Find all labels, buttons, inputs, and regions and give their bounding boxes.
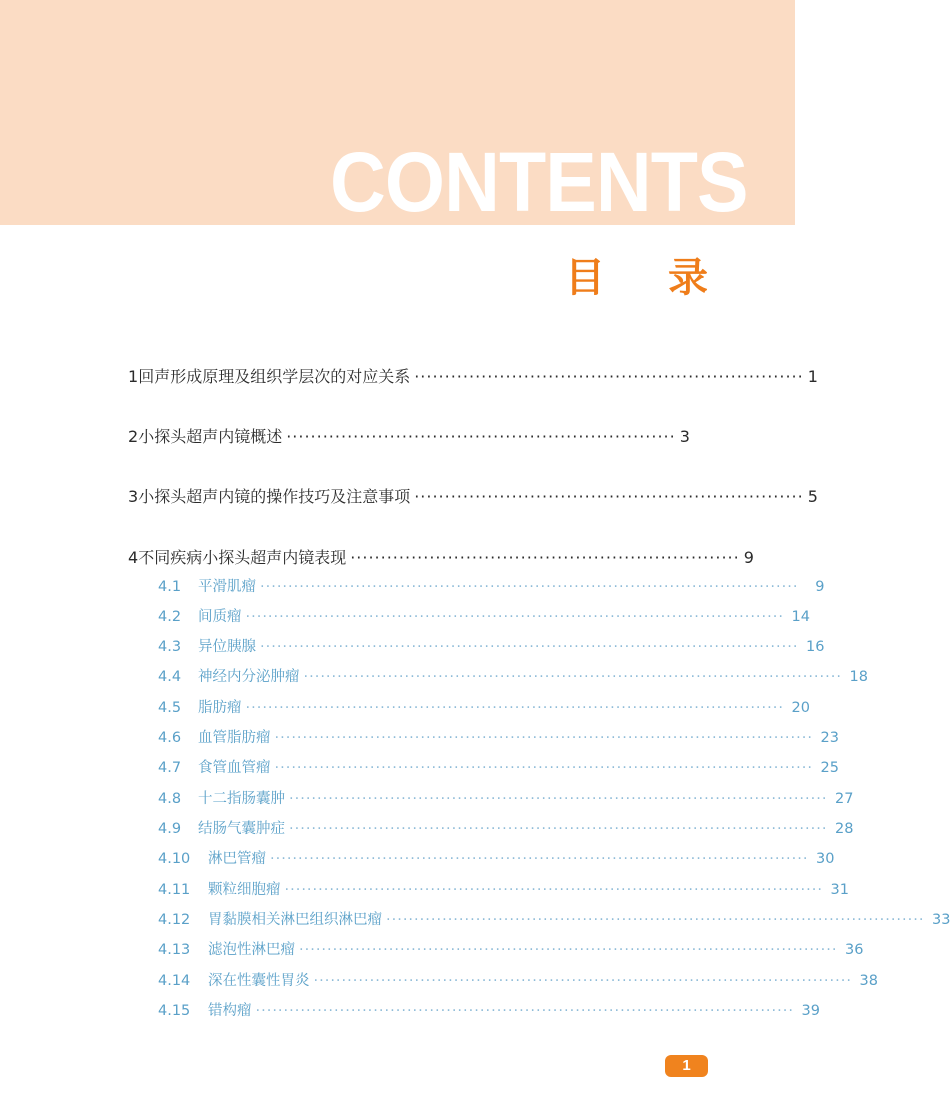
section-page: 33: [932, 912, 950, 928]
page-title-char-2: 录: [668, 254, 708, 301]
dot-leader: ································································································: [284, 882, 823, 898]
section-page: 20: [791, 700, 810, 716]
chapter-number: 2: [128, 427, 139, 446]
dot-leader: ································································································: [303, 669, 842, 685]
section-title: 食管血管瘤: [198, 760, 271, 776]
toc-section[interactable]: [158, 667, 868, 687]
section-page: 28: [835, 821, 854, 837]
section-title: 间质瘤: [198, 609, 242, 625]
toc-section[interactable]: [158, 971, 878, 991]
chapter-title: 回声形成原理及组织学层次的对应关系: [138, 367, 411, 386]
section-page: 18: [849, 669, 868, 685]
chapter-title: 小探头超声内镜概述: [138, 427, 283, 446]
chapter-number: 1: [128, 367, 139, 386]
section-number: 4.2: [158, 609, 182, 625]
chapter-page: 1: [807, 367, 818, 386]
chapter-title: 不同疾病小探头超声内镜表现: [138, 548, 347, 567]
toc-section[interactable]: [158, 758, 839, 778]
section-title: 结肠气囊肿症: [198, 821, 285, 837]
section-page: 38: [859, 973, 878, 989]
section-title: 平滑肌瘤: [198, 579, 256, 595]
dot-leader: ································································································: [299, 942, 838, 958]
section-title: 十二指肠囊肿: [198, 791, 285, 807]
section-page: 30: [816, 851, 835, 867]
section-title: 滤泡性淋巴瘤: [208, 942, 295, 958]
section-title: 血管脂肪瘤: [198, 730, 271, 746]
dot-leader: ································································: [286, 427, 676, 446]
dot-leader: ································································································: [386, 912, 925, 928]
section-page: 25: [820, 760, 839, 776]
page-number-badge: 1: [665, 1055, 708, 1077]
dot-leader: ································································································: [260, 639, 799, 655]
section-page: 9: [815, 579, 825, 595]
section-number: 4.11: [158, 882, 191, 898]
section-page: 27: [835, 791, 854, 807]
page-title-char-1: 目: [565, 254, 605, 301]
dot-leader: ································································································: [289, 821, 828, 837]
toc-section[interactable]: [158, 880, 849, 900]
toc-chapter[interactable]: [128, 486, 818, 508]
chapter-page: 9: [743, 548, 754, 567]
section-number: 4.15: [158, 1003, 191, 1019]
section-title: 深在性囊性胃炎: [208, 973, 310, 989]
toc-section[interactable]: [158, 637, 825, 657]
section-number: 4.10: [158, 851, 191, 867]
section-number: 4.4: [158, 669, 182, 685]
toc-section[interactable]: [158, 940, 864, 960]
section-title: 淋巴管瘤: [208, 851, 266, 867]
section-number: 4.5: [158, 700, 182, 716]
section-number: 4.3: [158, 639, 182, 655]
dot-leader: ································································: [414, 487, 804, 506]
dot-leader: ································································································: [245, 700, 784, 716]
section-page: 39: [801, 1003, 820, 1019]
dot-leader: ································································································: [274, 730, 813, 746]
section-title: 脂肪瘤: [198, 700, 242, 716]
section-number: 4.13: [158, 942, 191, 958]
toc-section[interactable]: [158, 910, 950, 930]
toc-chapter[interactable]: [128, 426, 690, 448]
section-number: 4.7: [158, 760, 182, 776]
section-number: 4.8: [158, 791, 182, 807]
section-number: 4.6: [158, 730, 182, 746]
chapter-title: 小探头超声内镜的操作技巧及注意事项: [138, 487, 411, 506]
section-number: 4.9: [158, 821, 182, 837]
section-page: 36: [845, 942, 864, 958]
section-number: 4.1: [158, 579, 182, 595]
chapter-page: 5: [807, 487, 818, 506]
toc-section[interactable]: [158, 728, 839, 748]
section-title: 胃黏膜相关淋巴组织淋巴瘤: [208, 912, 382, 928]
toc-section[interactable]: [158, 607, 810, 627]
page-title: [0, 254, 795, 308]
dot-leader: ································································································: [289, 791, 828, 807]
section-title: 神经内分泌肿瘤: [198, 669, 300, 685]
section-number: 4.12: [158, 912, 191, 928]
toc-section[interactable]: [158, 789, 854, 809]
chapter-page: 3: [679, 427, 690, 446]
section-page: 23: [820, 730, 839, 746]
dot-leader: ································································································: [274, 760, 813, 776]
dot-leader: ································································································: [255, 1003, 794, 1019]
section-page: 31: [830, 882, 849, 898]
dot-leader: ································································································: [245, 609, 784, 625]
section-title: 错构瘤: [208, 1003, 252, 1019]
toc-section[interactable]: [158, 577, 825, 597]
chapter-number: 4: [128, 548, 139, 567]
dot-leader: ································································································: [313, 973, 852, 989]
chapter-number: 3: [128, 487, 139, 506]
dot-leader: ································································: [414, 367, 804, 386]
toc-section[interactable]: [158, 698, 810, 718]
section-title: 颗粒细胞瘤: [208, 882, 281, 898]
toc-section[interactable]: [158, 1001, 820, 1021]
toc-section[interactable]: [158, 849, 835, 869]
dot-leader: ································································································: [270, 851, 809, 867]
section-title: 异位胰腺: [198, 639, 256, 655]
dot-leader: ································································································: [260, 579, 799, 595]
toc-section[interactable]: [158, 819, 854, 839]
section-number: 4.14: [158, 973, 191, 989]
toc-chapter[interactable]: [128, 366, 818, 388]
section-page: 16: [806, 639, 825, 655]
dot-leader: ································································: [350, 548, 740, 567]
section-page: 14: [791, 609, 810, 625]
contents-heading: CONTENTS: [330, 135, 748, 229]
toc-chapter[interactable]: [128, 547, 754, 569]
